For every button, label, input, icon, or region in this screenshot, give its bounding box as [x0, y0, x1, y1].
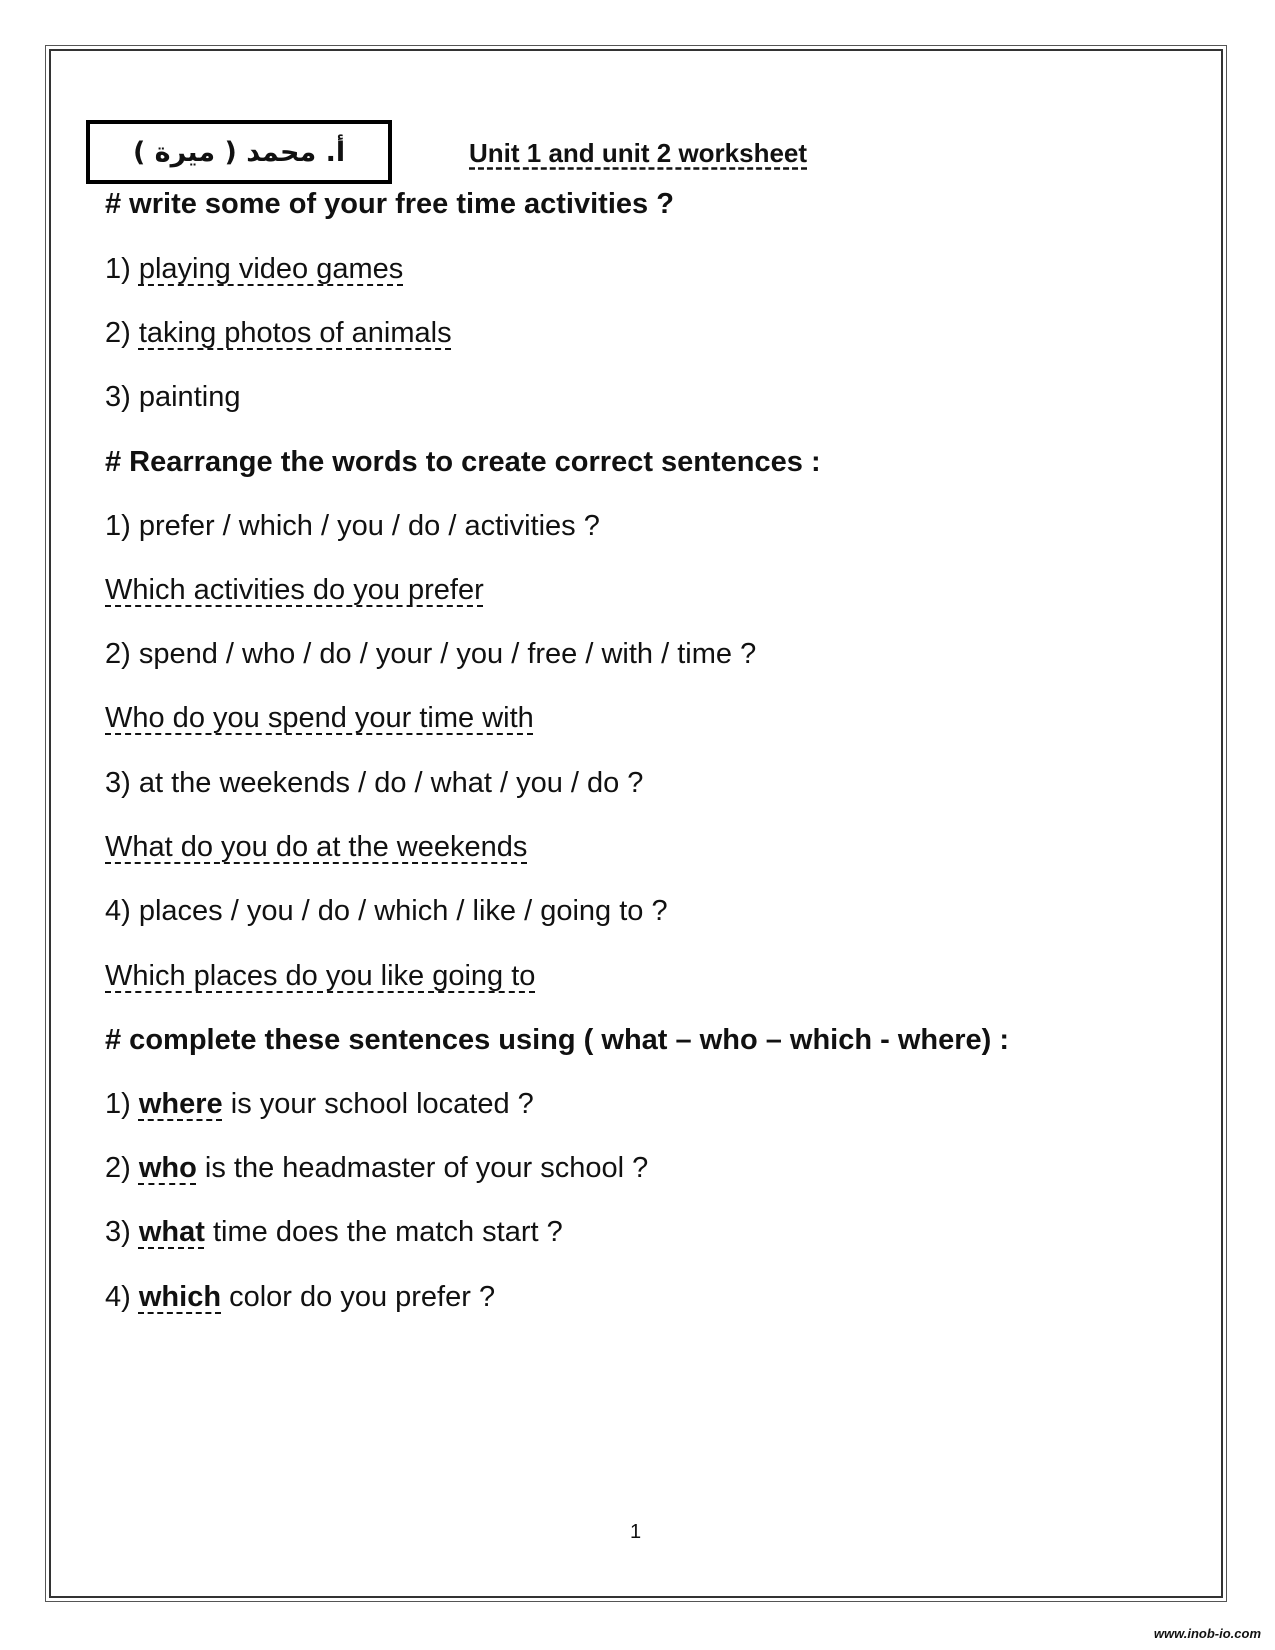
footer-watermark-url: www.inob-io.com: [1153, 1626, 1261, 1641]
sentence-rest: color do you prefer ?: [229, 1281, 496, 1313]
item-number: 1): [105, 253, 131, 285]
item-answer: taking photos of animals: [138, 317, 452, 349]
rearrange-question: 2) spend / who / do / your / you / free / with / time ?: [105, 638, 757, 670]
item-number: 3): [105, 381, 131, 413]
teacher-name: أ. محمد ( ميرة ): [132, 136, 346, 168]
item-answer: playing video games: [138, 253, 404, 285]
item-answer: painting: [138, 381, 241, 413]
sentence-rest: is the headmaster of your school ?: [204, 1152, 649, 1184]
rearrange-question: 4) places / you / do / which / like / going to ?: [105, 895, 668, 927]
section1-heading: # write some of your free time activities ?: [105, 188, 674, 220]
blank-answer: which: [138, 1281, 222, 1313]
sentence-rest: time does the match start ?: [212, 1216, 563, 1248]
rearrange-answer: Which places do you like going to: [105, 960, 536, 992]
rearrange-answer: Which activities do you prefer: [105, 574, 484, 606]
rearrange-answer: What do you do at the weekends: [105, 831, 528, 863]
complete-sentence: [105, 1152, 648, 1185]
section3-heading: # complete these sentences using ( what – who – which - where) :: [105, 1024, 1010, 1056]
blank-answer: what: [138, 1216, 205, 1248]
rearrange-question: 1) prefer / which / you / do / activities ?: [105, 510, 600, 542]
blank-answer: who: [138, 1152, 197, 1184]
section1-item: [105, 253, 403, 286]
teacher-name-box: [86, 120, 392, 184]
item-number: 2): [105, 1152, 131, 1184]
section1-item: [105, 317, 452, 350]
worksheet-title: Unit 1 and unit 2 worksheet: [469, 138, 808, 168]
complete-sentence: [105, 1216, 563, 1249]
item-number: 2): [105, 317, 131, 349]
blank-answer: where: [138, 1088, 223, 1120]
item-number: 1): [105, 1088, 131, 1120]
rearrange-answer: Who do you spend your time with: [105, 702, 534, 734]
section1-item: [105, 381, 240, 414]
section2-heading: # Rearrange the words to create correct sentences :: [105, 446, 821, 478]
item-number: 3): [105, 1216, 131, 1248]
item-number: 4): [105, 1281, 131, 1313]
complete-sentence: [105, 1088, 534, 1121]
sentence-rest: is your school located ?: [230, 1088, 534, 1120]
page-number: 1: [630, 1521, 642, 1543]
complete-sentence: [105, 1281, 495, 1314]
rearrange-question: 3) at the weekends / do / what / you / do ?: [105, 767, 644, 799]
